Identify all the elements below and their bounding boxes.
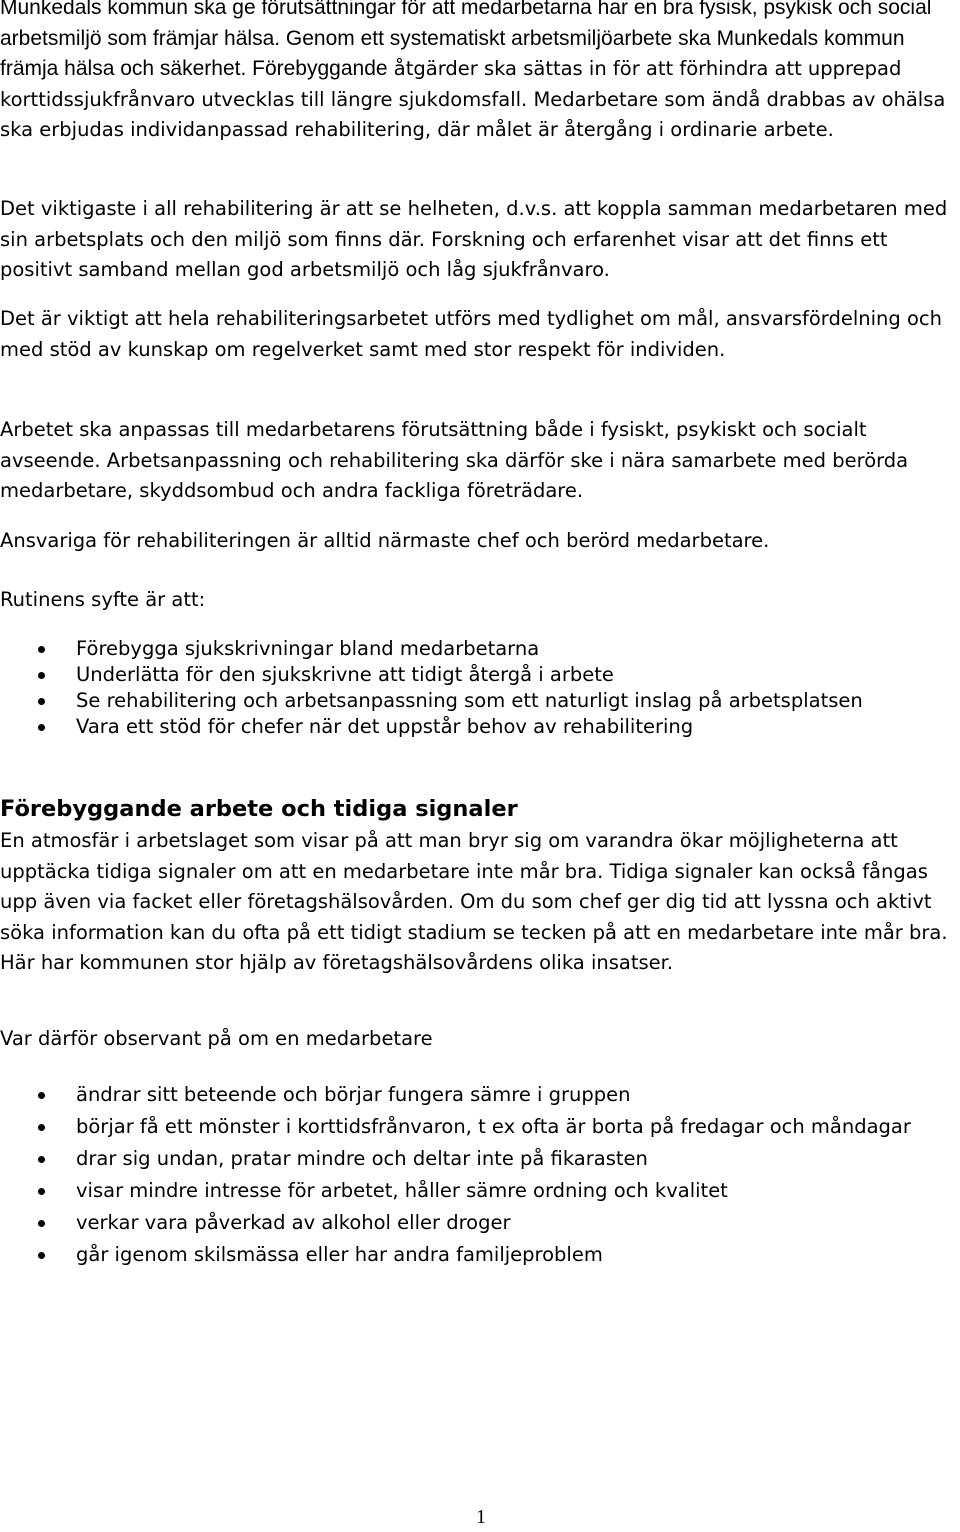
intro-text-a: åtgärder ska sättas in för att förhindra att upprepad korttidssjukfrånvaro utvecklas till längre sjukdomsfall.	[0, 57, 902, 111]
responsibility-paragraph: Ansvariga för rehabiliteringen är alltid närmaste chef och berörd medarbetare.	[0, 529, 770, 552]
list-item-text: Underlätta för den sjukskrivne att tidigt återgå i arbete	[76, 663, 614, 686]
adaptation-paragraph: Arbetet ska anpassas till medarbetarens förutsättning både i fysiskt, psykiskt och socialt avseende. Arbetsanpassning och rehabilitering ska därför ske i nära samarbete med berörda medarbetare, skyddsombud och andra fackliga företrädare.	[0, 418, 909, 502]
bullet-icon	[38, 1252, 45, 1259]
list-item	[0, 1144, 958, 1175]
bullet-icon	[38, 672, 45, 679]
list-item	[0, 688, 958, 714]
list-item	[0, 1112, 958, 1143]
list-item	[0, 1208, 958, 1239]
intro-text-arial: Munkedals kommun ska ge förutsättningar för att medarbetarna har en bra fysisk, psykisk och social arbetsmiljö som främjar hälsa. Genom ett systematiskt arbetsmiljöarbete ska Munkedals kommun främja hälsa och säkerhet. Förebyggande	[0, 0, 932, 80]
bullet-icon	[38, 1156, 45, 1163]
section-heading: Förebyggande arbete och tidiga signaler	[0, 796, 518, 822]
bullet-icon	[38, 1220, 45, 1227]
list-item	[0, 636, 958, 662]
list-item-text: drar sig undan, pratar mindre och deltar inte på fikarasten	[76, 1147, 648, 1170]
list-item	[0, 714, 958, 740]
list-item	[0, 662, 958, 688]
list-item-text: verkar vara påverkad av alkohol eller droger	[76, 1211, 511, 1234]
intro-paragraph	[0, 0, 958, 146]
list-item-text: börjar få ett mönster i korttidsfrånvaron, t ex ofta är borta på fredagar och måndagar	[76, 1115, 911, 1138]
purpose-intro: Rutinens syfte är att:	[0, 588, 206, 611]
bullet-icon	[38, 646, 45, 653]
early-signals-paragraph: En atmosfär i arbetslaget som visar på att man bryr sig om varandra ökar möjligheterna att upptäcka tidiga signaler om att en medarbetare inte mår bra. Tidiga signaler kan också fångas upp även via facket eller företagshälsovården. Om du som chef ger dig tid att lyssna och aktivt söka information kan du ofta på ett tidigt stadium se tecken på att en medarbetare inte mår bra. Här har kommunen stor hjälp av företagshälsovårdens olika insatser.	[0, 829, 948, 974]
bullet-icon	[38, 724, 45, 731]
list-item-text: ändrar sitt beteende och börjar fungera sämre i gruppen	[76, 1083, 631, 1106]
list-item	[0, 1080, 958, 1111]
holistic-paragraph: Det viktigaste i all rehabilitering är att se helheten, d.v.s. att koppla samman medarbetaren med sin arbetsplats och den miljö som finns där. Forskning och erfarenhet visar att det finns ett positivt samband mellan god arbetsmiljö och låg sjukfrånvaro.	[0, 197, 948, 281]
bullet-icon	[38, 1124, 45, 1131]
bullet-icon	[38, 698, 45, 705]
bullet-icon	[38, 1092, 45, 1099]
list-item	[0, 1176, 958, 1207]
observe-list	[0, 1080, 958, 1272]
list-item-text: visar mindre intresse för arbetet, håller sämre ordning och kvalitet	[76, 1179, 728, 1202]
list-item-text: Vara ett stöd för chefer när det uppstår behov av rehabilitering	[76, 715, 694, 738]
list-item-text: går igenom skilsmässa eller har andra familjeproblem	[76, 1243, 603, 1266]
clarity-paragraph: Det är viktigt att hela rehabiliteringsarbetet utförs med tydlighet om mål, ansvarsfördelning och med stöd av kunskap om regelverket samt med stor respekt för individen.	[0, 307, 942, 361]
list-item-text: Förebygga sjukskrivningar bland medarbetarna	[76, 637, 540, 660]
purpose-list	[0, 636, 958, 740]
observe-intro: Var därför observant på om en medarbetare	[0, 1027, 433, 1050]
list-item	[0, 1240, 958, 1271]
list-item-text: Se rehabilitering och arbetsanpassning som ett naturligt inslag på arbetsplatsen	[76, 689, 863, 712]
intro-text-b: Medarbetare som ändå drabbas av ohälsa ska erbjudas individanpassad rehabilitering, där målet är återgång i ordinarie arbete.	[0, 87, 946, 141]
bullet-icon	[38, 1188, 45, 1195]
page-number: 1	[476, 1506, 486, 1528]
